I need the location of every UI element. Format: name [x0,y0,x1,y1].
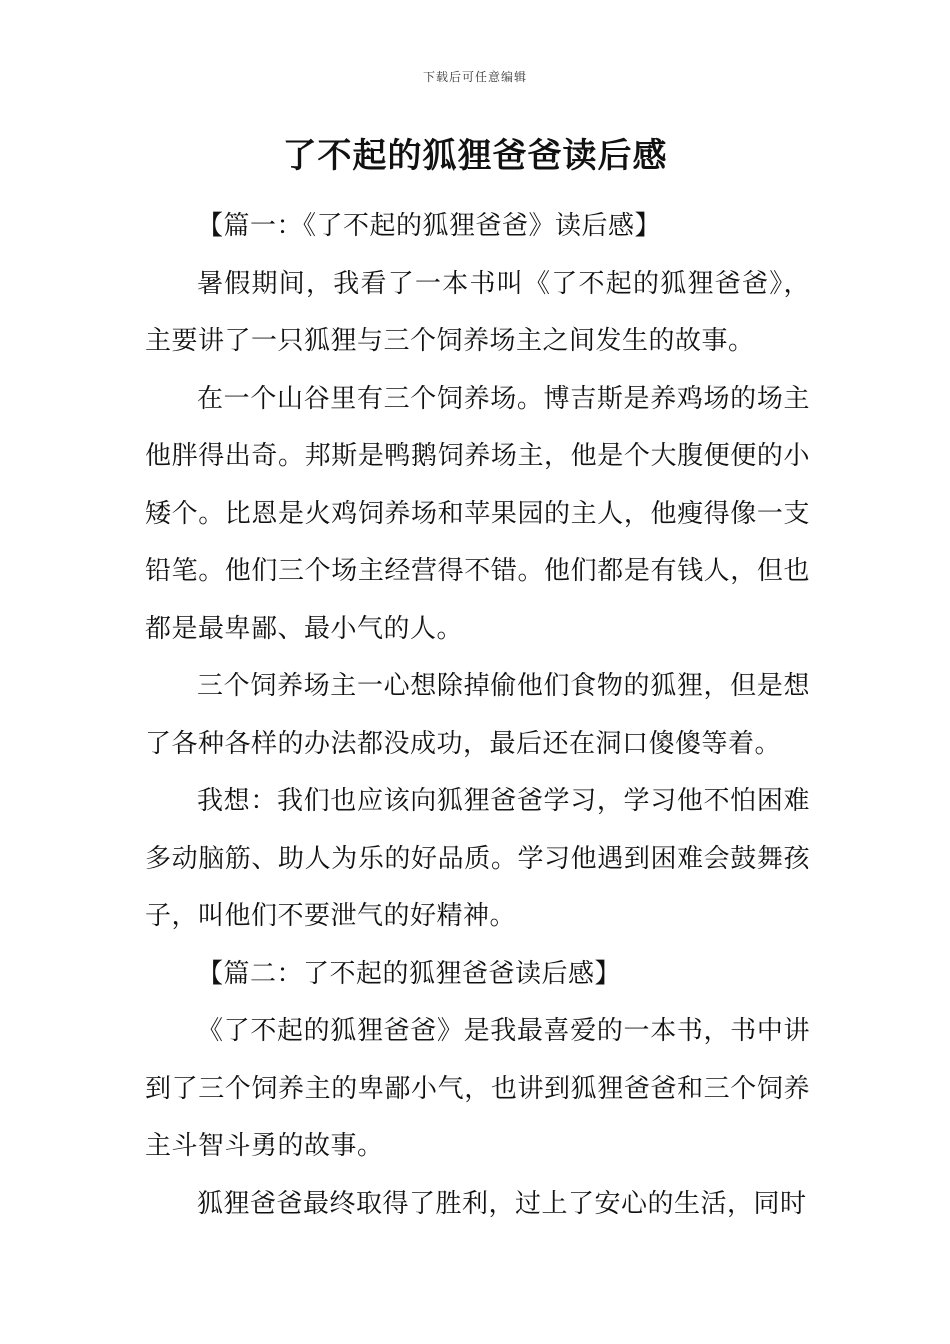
paragraph: 我想：我们也应该向狐狸爸爸学习，学习他不怕困难多动脑筋、助人为乐的好品质。学习他遇到困难会鼓舞孩子，叫他们不要泄气的好精神。 [145,786,810,931]
header-note: 下载后可任意编辑 [422,70,527,84]
section-heading-2: 【篇二：了不起的狐狸爸爸读后感】 [197,958,622,989]
section-heading-1: 【篇一：《了不起的狐狸爸爸》读后感】 [197,211,662,241]
paragraph: 《了不起的狐狸爸爸》是我最喜爱的一本书，书中讲到了三个饲养主的卑鄙小气，也讲到狐狸爸爸和三个饲养主斗智斗勇的故事。 [145,1016,810,1161]
paragraph: 三个饲养场主一心想除掉偷他们食物的狐狸，但是想了各种各样的办法都没成功，最后还在洞口傻傻等着。 [145,671,810,759]
document-body [145,198,810,1233]
paragraph: 狐狸爸爸最终取得了胜利，过上了安心的生活，同时 [197,1188,807,1219]
paragraph: 在一个山谷里有三个饲养场。博吉斯是养鸡场的场主他胖得出奇。邦斯是鸭鹅饲养场主，他是个大腹便便的小矮个。比恩是火鸡饲养场和苹果园的主人，他瘦得像一支铅笔。他们三个场主经营得不错。他们都是有钱人，但也都是最卑鄙、最小气的人。 [145,383,810,644]
paragraph: 暑假期间，我看了一本书叫《了不起的狐狸爸爸》，主要讲了一只狐狸与三个饲养场主之间发生的故事。 [145,268,810,356]
document-title: 了不起的狐狸爸爸读后感 [282,136,668,176]
